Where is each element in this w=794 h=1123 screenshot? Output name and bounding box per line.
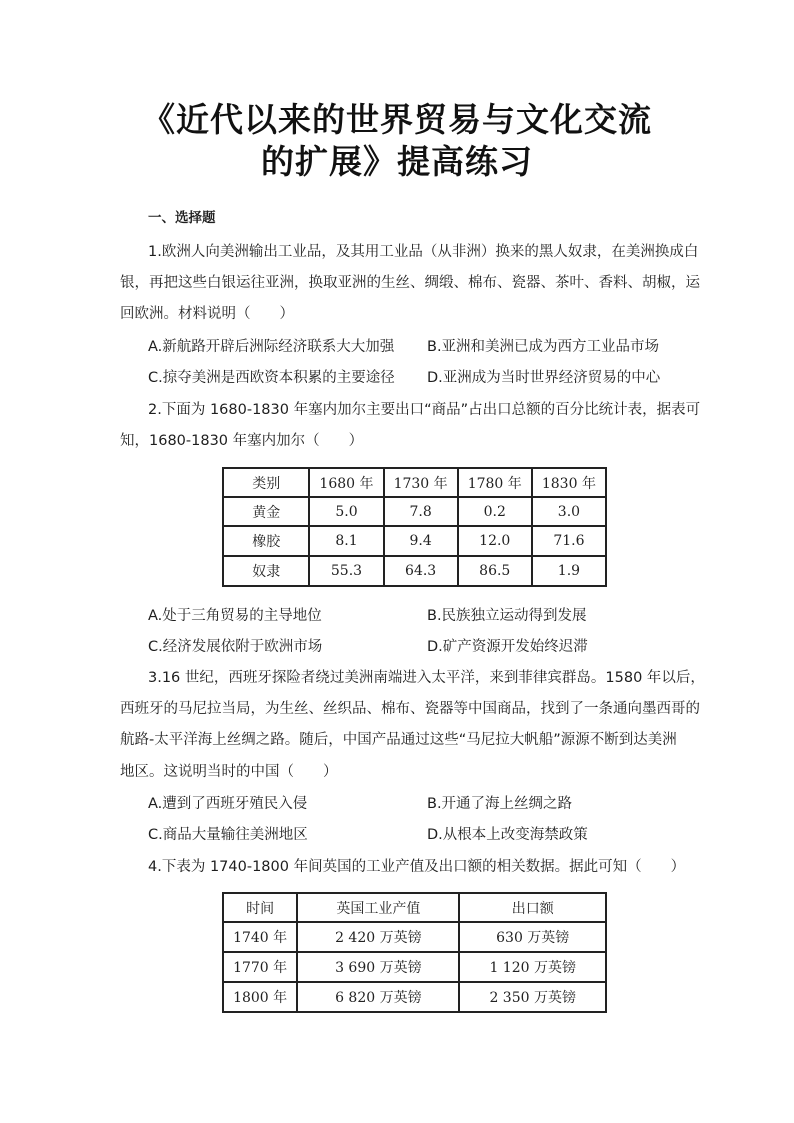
table-cell: 橡胶 xyxy=(223,526,309,556)
table-cell: 5.0 xyxy=(309,497,383,526)
table-cell: 86.5 xyxy=(458,556,532,586)
question-1-option-c: C.掠夺美洲是西欧资本积累的主要途径 xyxy=(148,370,395,386)
table-cell: 12.0 xyxy=(458,526,532,556)
britain-industry-table xyxy=(222,892,607,1013)
question-3-stem-line: 地区。这说明当时的中国（ ） xyxy=(120,764,338,780)
table-header-cell: 1680 年 xyxy=(309,468,383,497)
table-row xyxy=(223,556,606,586)
table-cell: 1 120 万英镑 xyxy=(459,952,606,982)
table-cell: 6 820 万英镑 xyxy=(297,982,459,1012)
table-row xyxy=(223,952,606,982)
question-3-stem-line: 西班牙的马尼拉当局，为生丝、丝织品、棉布、瓷器等中国商品，找到了一条通向墨西哥的 xyxy=(120,701,700,717)
table-header-cell: 英国工业产值 xyxy=(297,893,459,922)
question-3-option-d: D.从根本上改变海禁政策 xyxy=(427,827,588,843)
table-cell: 1.9 xyxy=(532,556,606,586)
table-row xyxy=(223,922,606,952)
title-line-1: 《近代以来的世界贸易与文化交流 xyxy=(142,100,652,139)
table-header-cell: 1780 年 xyxy=(458,468,532,497)
question-1-stem-line: 银，再把这些白银运往亚洲，换取亚洲的生丝、绸缎、棉布、瓷器、茶叶、香料、胡椒，运 xyxy=(120,275,700,291)
table-cell: 3 690 万英镑 xyxy=(297,952,459,982)
question-2-option-c: C.经济发展依附于欧洲市场 xyxy=(148,639,323,655)
section-heading: 一、选择题 xyxy=(148,210,216,226)
title-line-2: 的扩展》提高练习 xyxy=(261,142,533,181)
question-3-stem-line: 3.16 世纪，西班牙探险者绕过美洲南端进入太平洋，来到菲律宾群岛。1580 年以后， xyxy=(148,670,705,686)
table-cell: 8.1 xyxy=(309,526,383,556)
table-cell: 64.3 xyxy=(384,556,458,586)
table-cell: 黄金 xyxy=(223,497,309,526)
question-3-stem-line: 航路-太平洋海上丝绸之路。随后，中国产品通过这些“马尼拉大帆船”源源不断到达美洲 xyxy=(120,732,677,748)
question-1-option-b: B.亚洲和美洲已成为西方工业品市场 xyxy=(427,339,660,355)
table-cell: 9.4 xyxy=(384,526,458,556)
table-cell: 奴隶 xyxy=(223,556,309,586)
question-1-option-a: A.新航路开辟后洲际经济联系大大加强 xyxy=(148,339,395,355)
question-2-option-b: B.民族独立运动得到发展 xyxy=(427,608,587,624)
senegal-export-table xyxy=(222,467,607,587)
table-cell: 2 420 万英镑 xyxy=(297,922,459,952)
table-header-cell: 类别 xyxy=(223,468,309,497)
table-cell: 1740 年 xyxy=(223,922,297,952)
table-cell: 3.0 xyxy=(532,497,606,526)
table-row xyxy=(223,497,606,526)
table-cell: 630 万英镑 xyxy=(459,922,606,952)
question-1-stem-line: 回欧洲。材料说明（ ） xyxy=(120,306,294,322)
table-cell: 2 350 万英镑 xyxy=(459,982,606,1012)
table-row xyxy=(223,982,606,1012)
table-header-cell: 1730 年 xyxy=(384,468,458,497)
question-1-option-d: D.亚洲成为当时世界经济贸易的中心 xyxy=(427,370,661,386)
table-cell: 7.8 xyxy=(384,497,458,526)
table-header-cell: 时间 xyxy=(223,893,297,922)
table-cell: 71.6 xyxy=(532,526,606,556)
question-3-option-b: B.开通了海上丝绸之路 xyxy=(427,796,573,812)
question-2-stem-line: 2.下面为 1680-1830 年塞内加尔主要出口“商品”占出口总额的百分比统计表，据表可 xyxy=(148,402,701,418)
table-cell: 1770 年 xyxy=(223,952,297,982)
question-3-option-c: C.商品大量输往美洲地区 xyxy=(148,827,308,843)
question-1-stem-line: 1.欧洲人向美洲输出工业品，及其用工业品（从非洲）换来的黑人奴隶，在美洲换成白 xyxy=(148,244,699,260)
question-4-stem-line: 4.下表为 1740-1800 年间英国的工业产值及出口额的相关数据。据此可知（ ） xyxy=(148,859,686,875)
table-header-row xyxy=(223,893,606,922)
question-2-option-d: D.矿产资源开发始终迟滞 xyxy=(427,639,588,655)
table-cell: 0.2 xyxy=(458,497,532,526)
table-cell: 55.3 xyxy=(309,556,383,586)
table-header-row xyxy=(223,468,606,497)
table-header-cell: 1830 年 xyxy=(532,468,606,497)
question-3-option-a: A.遭到了西班牙殖民入侵 xyxy=(148,796,308,812)
question-2-option-a: A.处于三角贸易的主导地位 xyxy=(148,608,322,624)
table-cell: 1800 年 xyxy=(223,982,297,1012)
question-2-stem-line: 知，1680-1830 年塞内加尔（ ） xyxy=(120,433,364,449)
table-row xyxy=(223,526,606,556)
table-header-cell: 出口额 xyxy=(459,893,606,922)
